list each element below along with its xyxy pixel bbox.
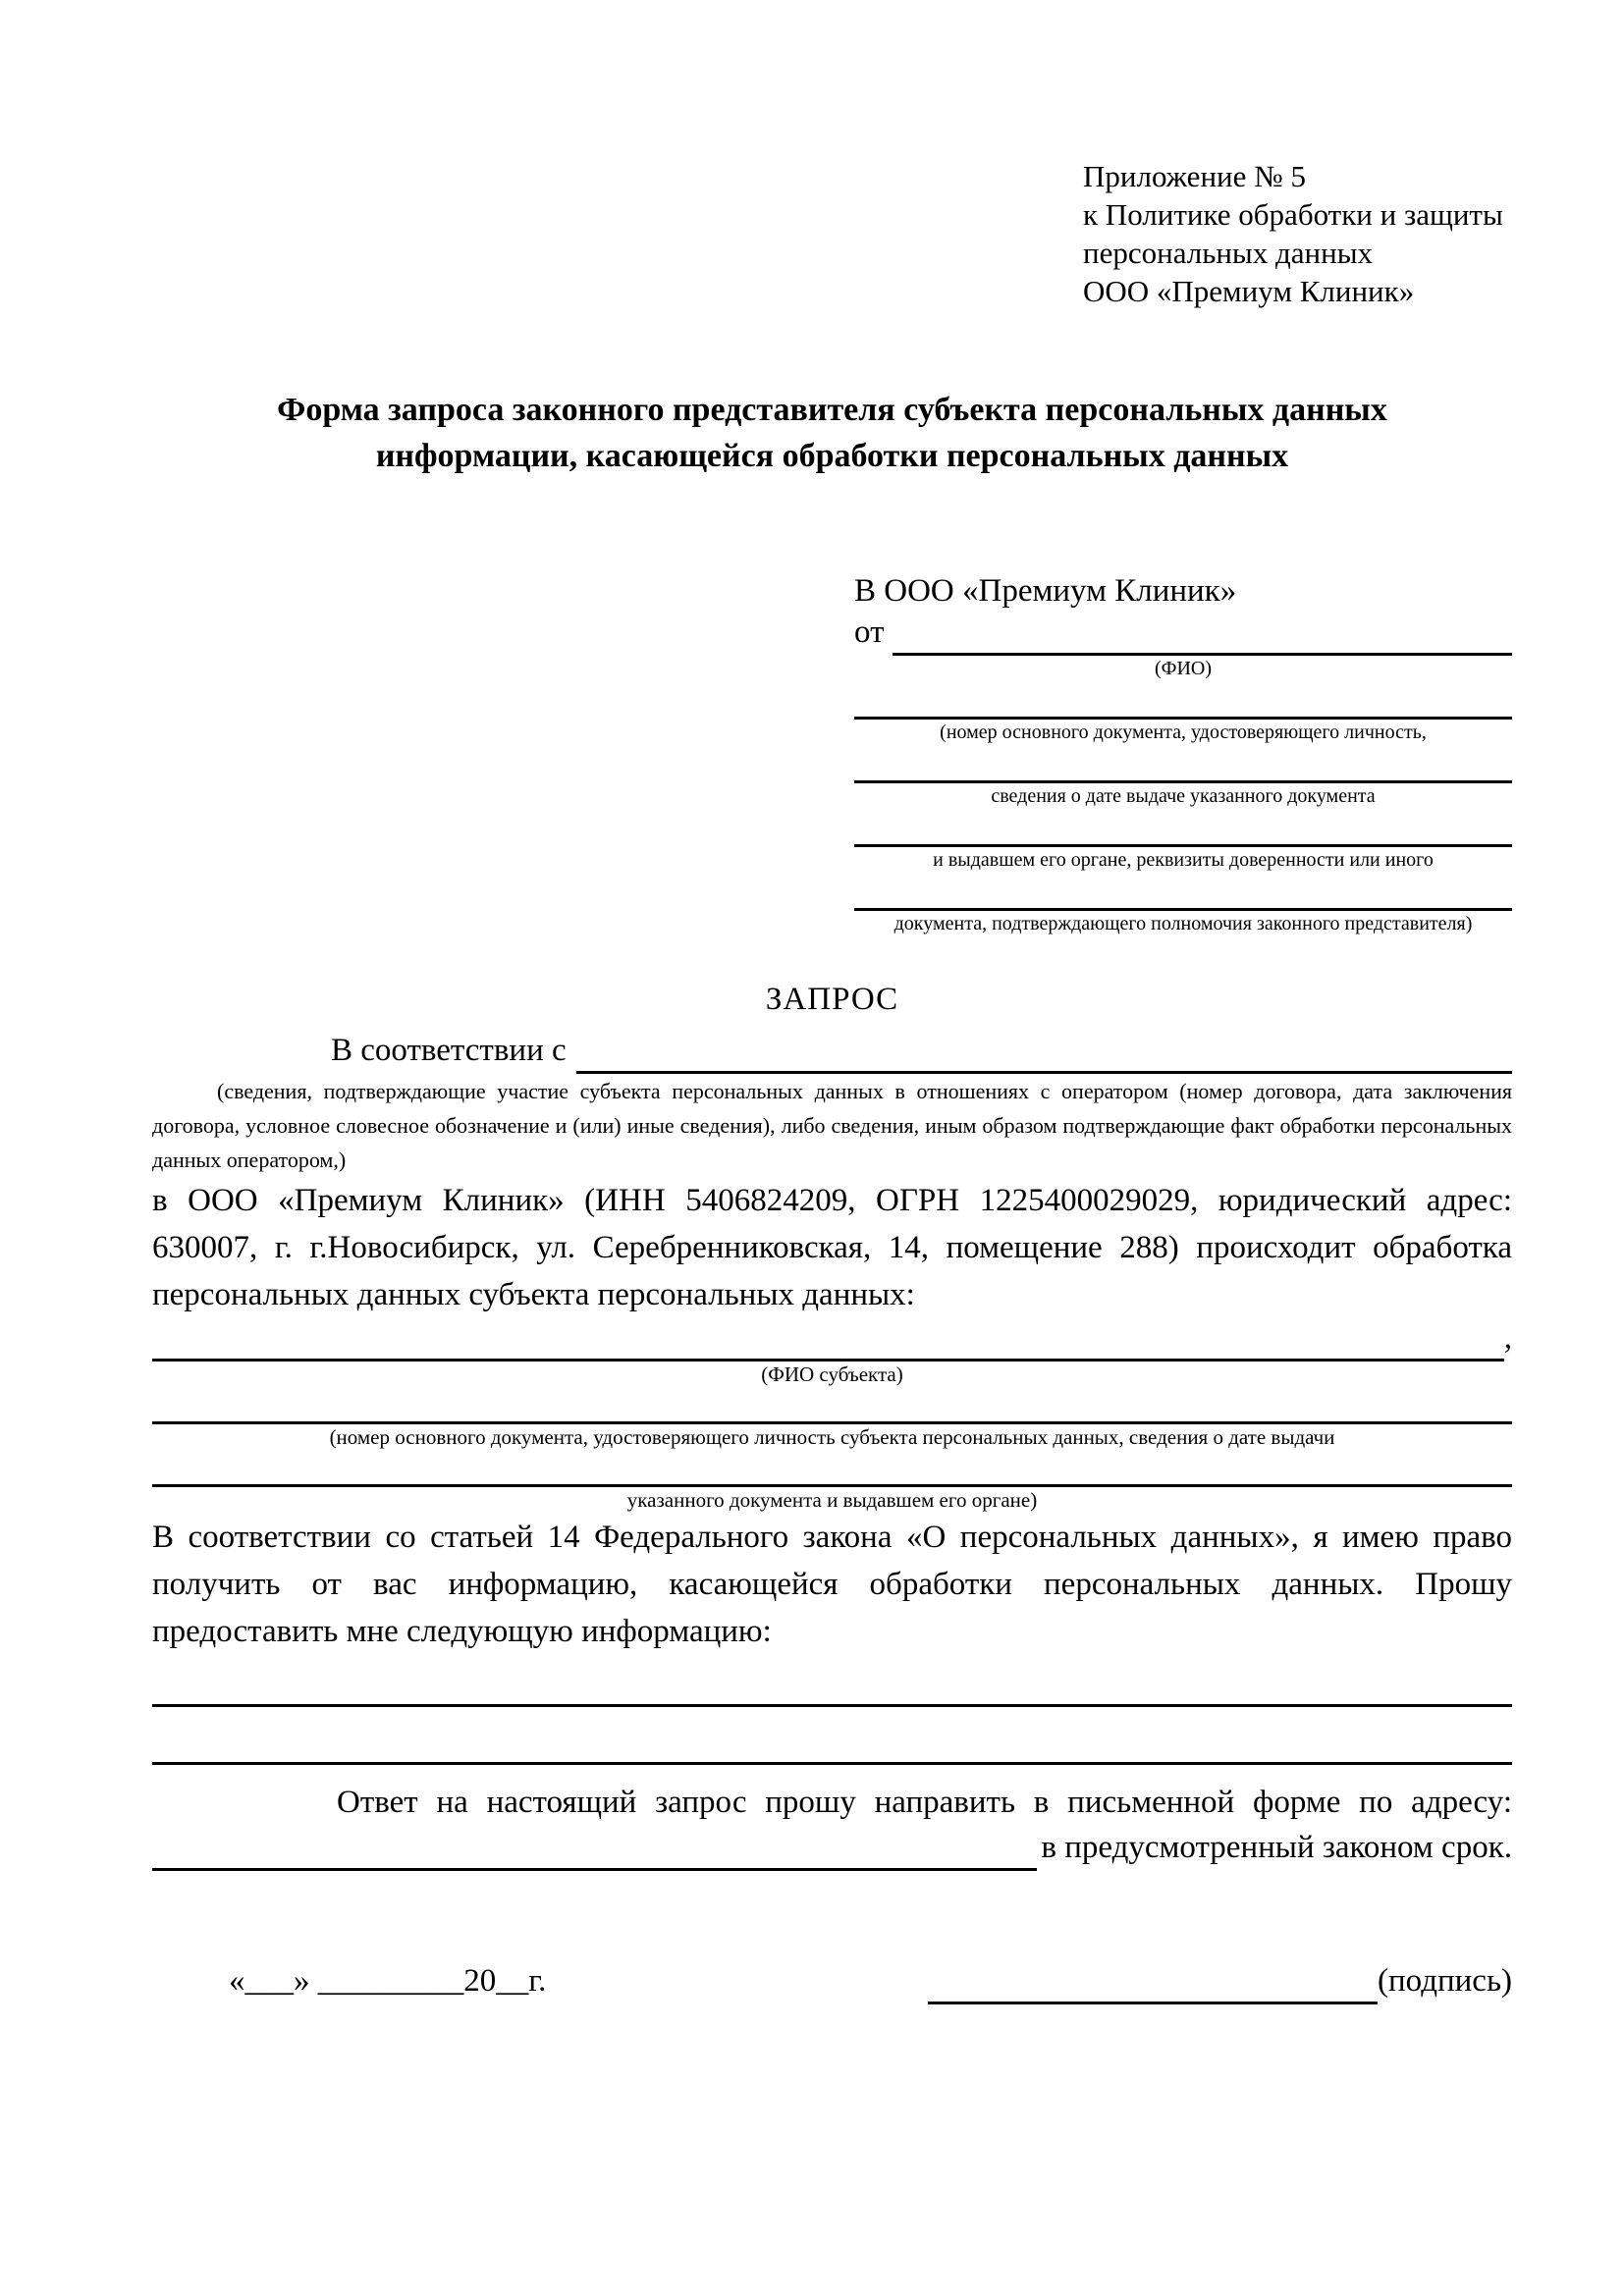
representative-fio-blank-field [893,614,1513,656]
annex-note-line: Приложение № 5 [1083,159,1306,193]
basis-label: В соответствии с [331,1033,567,1068]
id-document-blank-field-4 [854,873,1512,911]
signature-block [928,1957,1512,2004]
subject-doc-blank-field-1 [152,1388,1512,1424]
footer-row [152,1957,1512,2004]
basis-line [152,1031,1512,1074]
signature-blank-field [928,1962,1378,2004]
id-document-blank-field-2 [854,745,1512,783]
subject-fio-line-suffix: , [1503,1320,1512,1356]
reply-paragraph: Ответ на настоящий запрос прошу направить в письменной форме по адресу: [337,1785,1512,1820]
id-document-blank-field-1 [854,681,1512,720]
document-content [152,157,1512,2004]
basis-caption: (сведения, подтверждающие участие субъекта персональных данных в отношениях с оператором (номер договора, дата заключения договора, условное словесное обозначение и (или) иные сведения), либо сведения, иным образом подтверждающие факт обработки персональных данных оператором,) [152,1079,1512,1172]
id-document-caption-1: (номер основного документа, удостоверяющего личность, [940,721,1427,743]
id-document-blank-field-3 [854,809,1512,847]
subject-doc-blank-field-2 [152,1451,1512,1487]
id-document-caption-4: документа, подтверждающего полномочия законного представителя) [893,913,1473,934]
subject-fio-caption: (ФИО субъекта) [761,1362,903,1386]
annex-note-line: персональных данных [1083,236,1374,270]
date-blank-field: «___» _________20__г. [229,1963,547,1999]
reply-deadline-text: в предусмотренный законом срок. [1041,1830,1512,1865]
requested-info-blank-field-2 [152,1707,1512,1765]
annex-note-line: ООО «Премиум Клиник» [1083,274,1415,308]
annex-note [1083,157,1512,310]
annex-note-line: к Политике обработки и защиты [1083,197,1503,232]
from-line [854,616,1512,656]
addressee-block [854,569,1512,936]
reply-address-blank-field [152,1868,1037,1871]
id-document-caption-3: и выдавшем его органе, реквизиты доверенности или иного [933,849,1434,871]
signature-caption: (подпись) [1378,1963,1512,1999]
document-title [152,387,1512,479]
fio-caption: (ФИО) [1154,658,1212,679]
document-title-line2: информации, касающейся обработки персональных данных [375,438,1289,474]
requested-info-blank-field-1 [152,1655,1512,1707]
from-label: от [854,614,885,650]
subject-doc-caption-1: (номер основного документа, удостоверяющего личность субъекта персональных данных, сведения о дате выдачи [329,1425,1335,1449]
addressee-organization: В ООО «Премиум Клиник» [854,573,1237,609]
subject-fio-line [152,1318,1512,1362]
document-title-line1: Форма запроса законного представителя субъекта персональных данных [277,392,1387,428]
operator-paragraph: в ООО «Премиум Клиник» (ИНН 5406824209, ОГРН 1225400029029, юридический адрес: 630007, г. г.Новосибирск, ул. Серебренниковская, 14, помещение 288) происходит обработка персональных данных субъекта персональных данных: [152,1183,1512,1312]
subject-doc-caption-2: указанного документа и выдавшем его органе) [626,1488,1038,1512]
reply-address-line [152,1826,1512,1871]
request-heading: ЗАПРОС [765,982,899,1017]
law-paragraph: В соответствии со статьей 14 Федерального закона «О персональных данных», я имею право получить от вас информацию, касающейся обработки персональных данных. Прошу предоставить мне следующую информацию: [152,1520,1512,1649]
id-document-caption-2: сведения о дате выдаче указанного документа [991,785,1376,807]
